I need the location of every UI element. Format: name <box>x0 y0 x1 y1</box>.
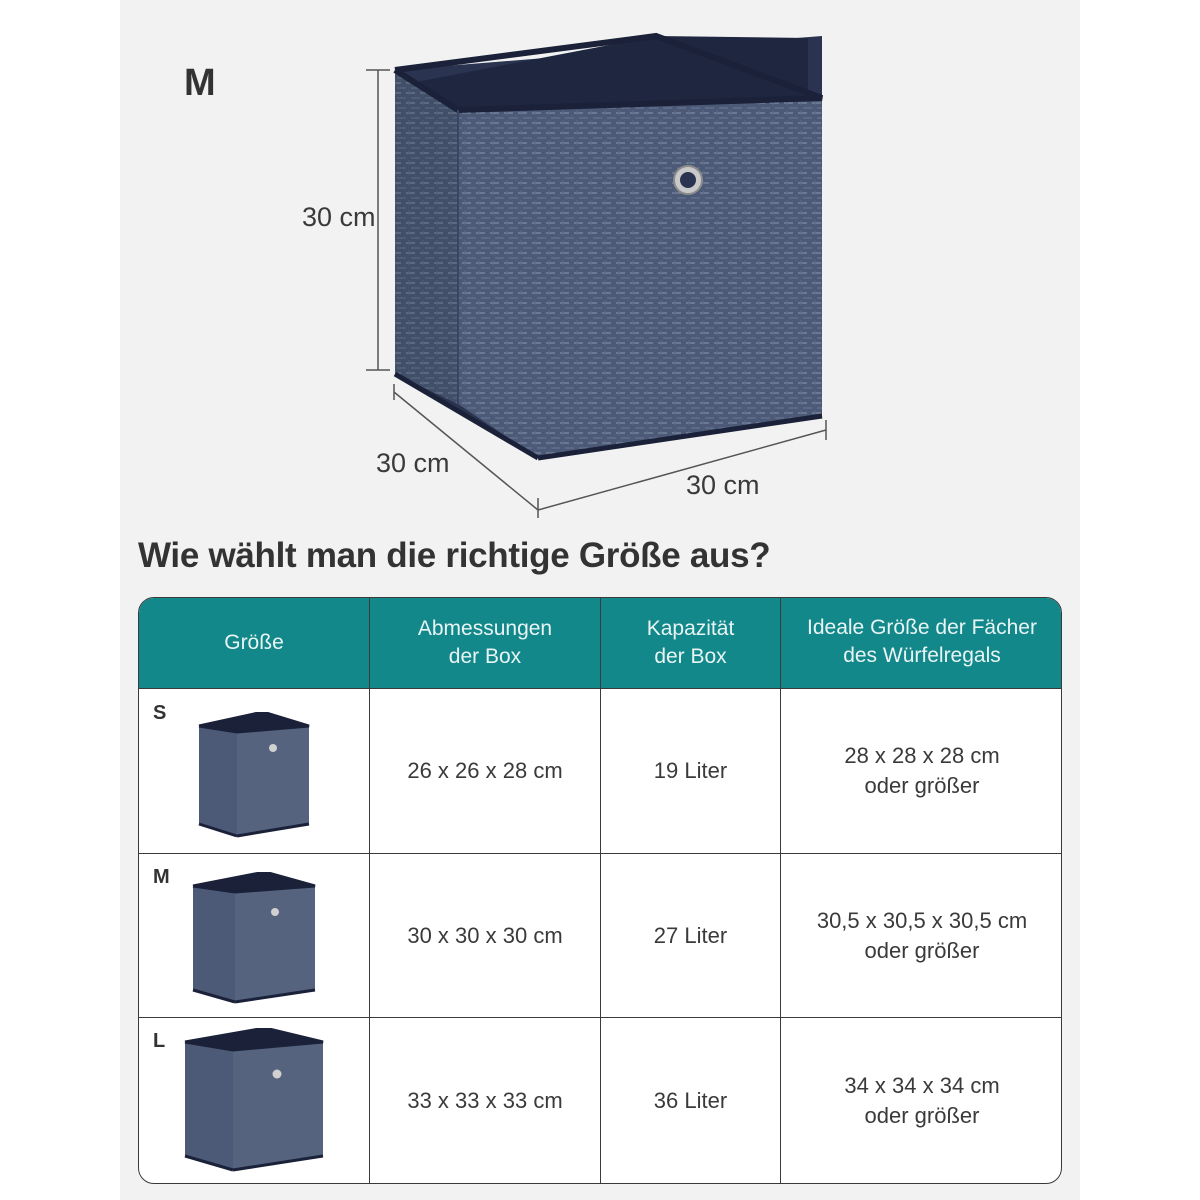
row-capacity: 36 Liter <box>653 1087 728 1113</box>
row-size-label: S <box>153 702 167 724</box>
hero-size-label: M <box>184 62 216 104</box>
row-ideal-size-line1: 34 x 34 x 34 cm <box>844 1072 1000 1098</box>
row-capacity: 19 Liter <box>653 758 728 783</box>
header-ideal-line2: des Würfelregals <box>843 644 1001 667</box>
row-ideal-size <box>781 1018 1062 1183</box>
header-capacity-line1: Kapazität <box>646 617 735 640</box>
row-size-label: L <box>153 1030 166 1052</box>
row-dimensions: 33 x 33 x 33 cm <box>407 1087 563 1113</box>
row-dimensions: 26 x 26 x 28 cm <box>407 758 563 783</box>
header-capacity <box>601 598 780 688</box>
row-size-label: M <box>153 866 170 888</box>
row-ideal-size <box>781 854 1062 1017</box>
header-dimensions <box>370 598 600 688</box>
size-guide-heading: Wie wählt man die richtige Größe aus? <box>138 536 771 575</box>
row-ideal-size-line1: 28 x 28 x 28 cm <box>844 743 1000 768</box>
header-capacity-line2: der Box <box>654 645 727 668</box>
size-comparison-table <box>138 597 1062 1184</box>
box-thumbnail-s <box>197 712 311 838</box>
dimension-width-label: 30 cm <box>686 470 760 500</box>
dimension-height-label: 30 cm <box>302 202 376 232</box>
dimension-depth-label: 30 cm <box>376 448 450 478</box>
header-dimensions-line1: Abmessungen <box>417 617 553 640</box>
header-dimensions-line2: der Box <box>448 645 522 668</box>
header-size: Größe <box>224 631 284 654</box>
row-ideal-size-line2: oder größer <box>864 773 980 798</box>
header-ideal-shelf-size <box>781 598 1062 688</box>
row-ideal-size-line1: 30,5 x 30,5 x 30,5 cm <box>816 907 1028 933</box>
row-ideal-size <box>781 689 1062 853</box>
box-thumbnail-m <box>191 872 317 1004</box>
box-thumbnail-l <box>183 1028 325 1172</box>
row-ideal-size-line2: oder größer <box>864 1102 980 1128</box>
row-ideal-size-line2: oder größer <box>864 937 980 963</box>
row-dimensions: 30 x 30 x 30 cm <box>407 922 563 948</box>
hero-box-illustration <box>0 0 1200 540</box>
header-ideal-line1: Ideale Größe der Fächer <box>807 616 1037 639</box>
row-capacity: 27 Liter <box>653 922 728 948</box>
